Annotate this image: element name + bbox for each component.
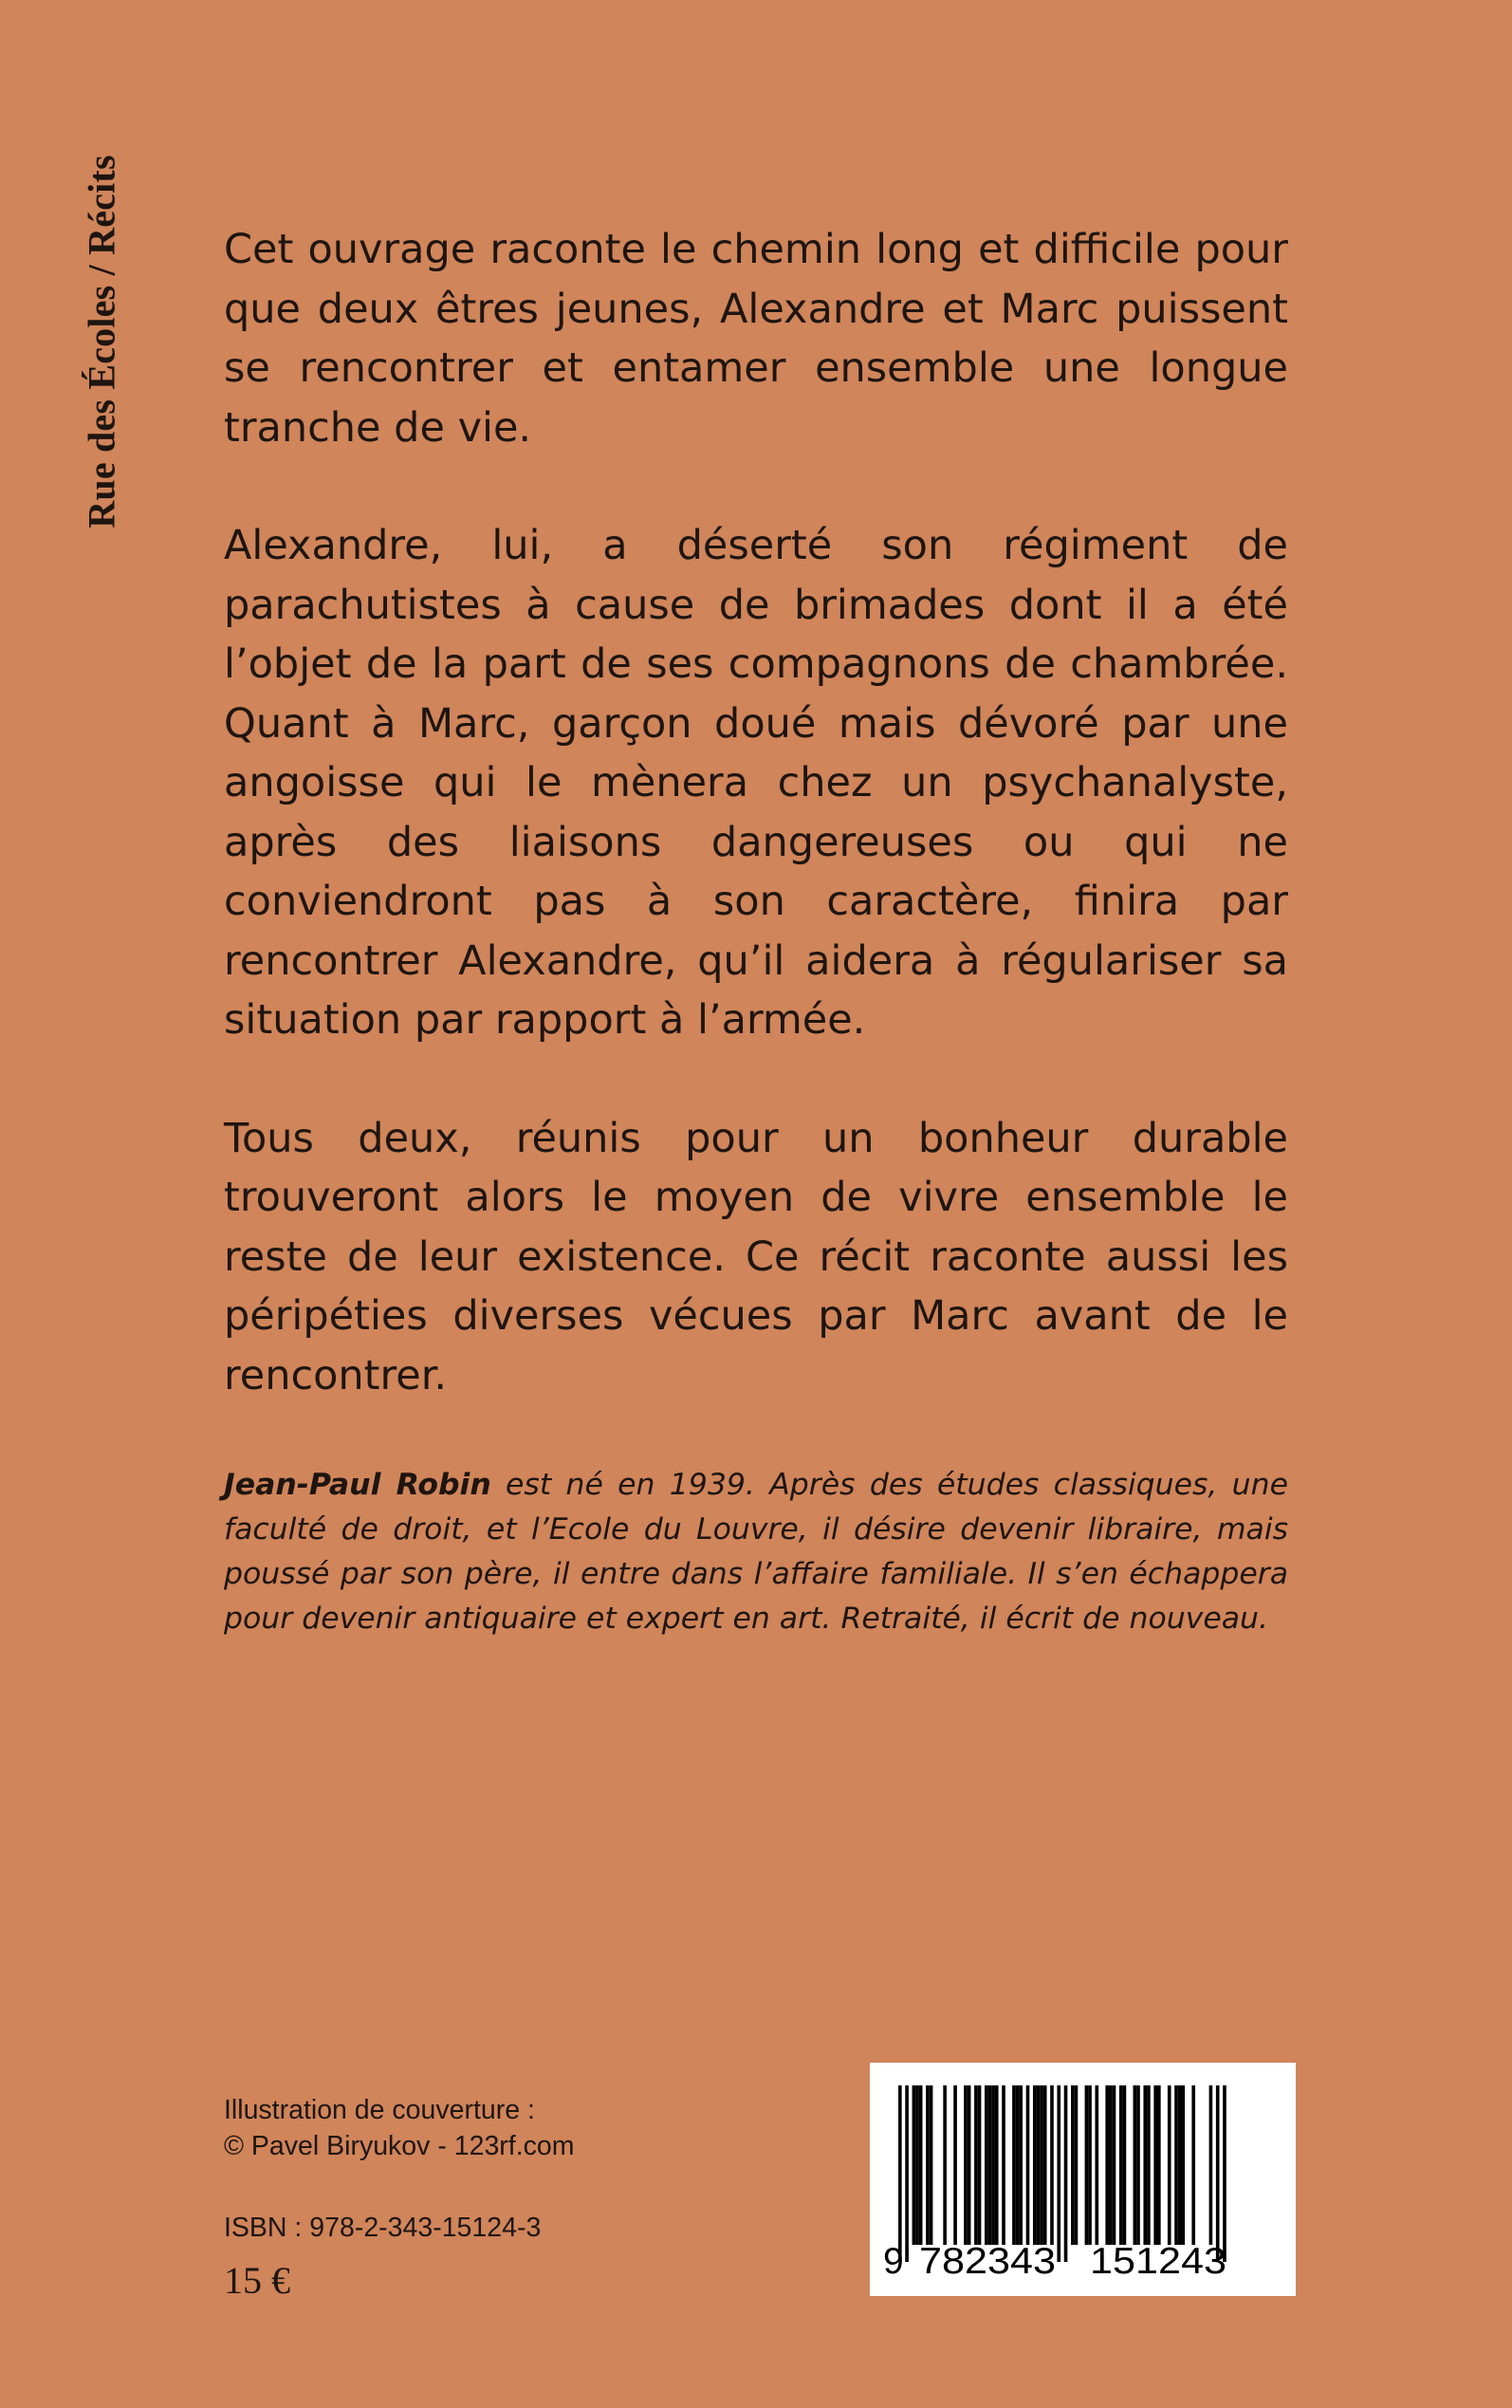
barcode-bar (1209, 2085, 1213, 2245)
barcode-digits-right: 151243 (1090, 2241, 1226, 2282)
barcode-bar (1191, 2085, 1195, 2245)
barcode-bar (1143, 2085, 1147, 2245)
barcode-bar (1040, 2085, 1043, 2245)
isbn-barcode (870, 2063, 1296, 2296)
barcode-bar (1012, 2085, 1016, 2245)
barcode-bar (1043, 2085, 1047, 2245)
barcode-bar (1119, 2085, 1123, 2245)
barcode-bar (1123, 2085, 1127, 2245)
barcode-bar (978, 2085, 982, 2245)
barcode-bar (926, 2085, 930, 2245)
barcode-bar (1109, 2085, 1113, 2245)
barcode-bar (930, 2085, 933, 2245)
spine-collection-label (68, 109, 135, 574)
barcode-bar (1157, 2085, 1161, 2245)
barcode-bar (964, 2085, 968, 2245)
barcode-bar (974, 2085, 978, 2245)
barcode-bar (988, 2085, 992, 2245)
author-bio-text: est né en 1939. Après des études classiques, une faculté de droit, et l’Ecole du Louvre, il désire devenir libraire, mais poussé par son père, il entre dans l’affaire familiale. Il s’en échappera pour devenir antiquaire et expert en art. Retraité, il écrit de nouveau. (224, 1468, 1288, 1636)
barcode-bar (1075, 2085, 1079, 2245)
barcode-digit-first: 9 (883, 2241, 904, 2282)
barcode-bar (1085, 2085, 1089, 2245)
barcode-bar (995, 2085, 999, 2245)
barcode-bar (1168, 2085, 1171, 2245)
blurb-paragraph: Cet ouvrage raconte le chemin long et difficile pour que deux êtres jeunes, Alexandre et Marc puissent se rencontrer et entamer ensemble une longue tranche de vie. (224, 226, 1288, 452)
illustration-credits (224, 2092, 574, 2164)
barcode-bar (1026, 2085, 1030, 2245)
barcode-bar (1037, 2085, 1041, 2245)
barcode-bar (1136, 2085, 1140, 2245)
barcode-bar (1216, 2085, 1220, 2262)
barcode-bar (898, 2085, 902, 2262)
price-label: 15 € (224, 2259, 290, 2302)
barcode-bar (1064, 2085, 1068, 2262)
barcode-bar (905, 2085, 909, 2262)
barcode-bars (898, 2085, 1226, 2262)
barcode-bar (1153, 2085, 1157, 2245)
barcode-bar (915, 2085, 919, 2245)
isbn-number: ISBN : 978-2-343-15124-3 (224, 2213, 542, 2243)
barcode-digits-left: 782343 (919, 2241, 1056, 2282)
barcode-bar (1181, 2085, 1185, 2245)
barcode-bar (1050, 2085, 1054, 2245)
barcode-bar (1134, 2085, 1137, 2245)
barcode-bar (985, 2085, 988, 2245)
credits-label: Illustration de couverture : (224, 2095, 535, 2125)
barcode-bar (1174, 2085, 1178, 2245)
barcode-bar (968, 2085, 971, 2245)
barcode-bar (1019, 2085, 1023, 2245)
barcode-bar (1147, 2085, 1151, 2245)
barcode-bar (953, 2085, 957, 2245)
barcode-bar (919, 2085, 923, 2245)
barcode-bar (1002, 2085, 1005, 2245)
barcode-bar (1178, 2085, 1182, 2245)
barcode-bar (1095, 2085, 1098, 2245)
barcode-bar (1016, 2085, 1020, 2245)
barcode-bar (943, 2085, 947, 2245)
barcode-bar (1088, 2085, 1092, 2245)
collection-title: Rue des Écoles / Récits (80, 155, 123, 528)
barcode-bar (1113, 2085, 1116, 2245)
blurb-paragraph: Alexandre, lui, a déserté son régiment de parachutistes à cause de brimades dont il a été l’objet de la part de ses compagnons de chambrée. Quant à Marc, garçon doué mais dévoré par une angoisse qui le mènera chez un psychanalyste, après des liaisons dangereuses ou qui ne conviendront pas à son caractère, finira par rencontrer Alexandre, qu’il aidera à régulariser sa situation par rapport à l’armée. (224, 522, 1288, 1044)
barcode-bar (1105, 2085, 1109, 2245)
back-cover-blurb (224, 220, 1288, 1464)
barcode-bar (1223, 2085, 1226, 2262)
barcode-bar (913, 2085, 916, 2245)
barcode-bar (1057, 2085, 1060, 2262)
author-name: Jean-Paul Robin (224, 1468, 491, 1502)
author-bio (224, 1463, 1288, 1641)
barcode-graphic (870, 2063, 1296, 2296)
credits-source: © Pavel Biryukov - 123rf.com (224, 2131, 575, 2161)
barcode-bar (1071, 2085, 1075, 2245)
blurb-paragraph: Tous deux, réunis pour un bonheur durable trouveront alors le moyen de vivre ensemble le reste de leur existence. Ce récit raconte aussi les péripéties diverses vécues par Marc avant de le rencontrer. (224, 1114, 1288, 1399)
barcode-bar (1033, 2085, 1037, 2245)
barcode-bar (991, 2085, 995, 2245)
